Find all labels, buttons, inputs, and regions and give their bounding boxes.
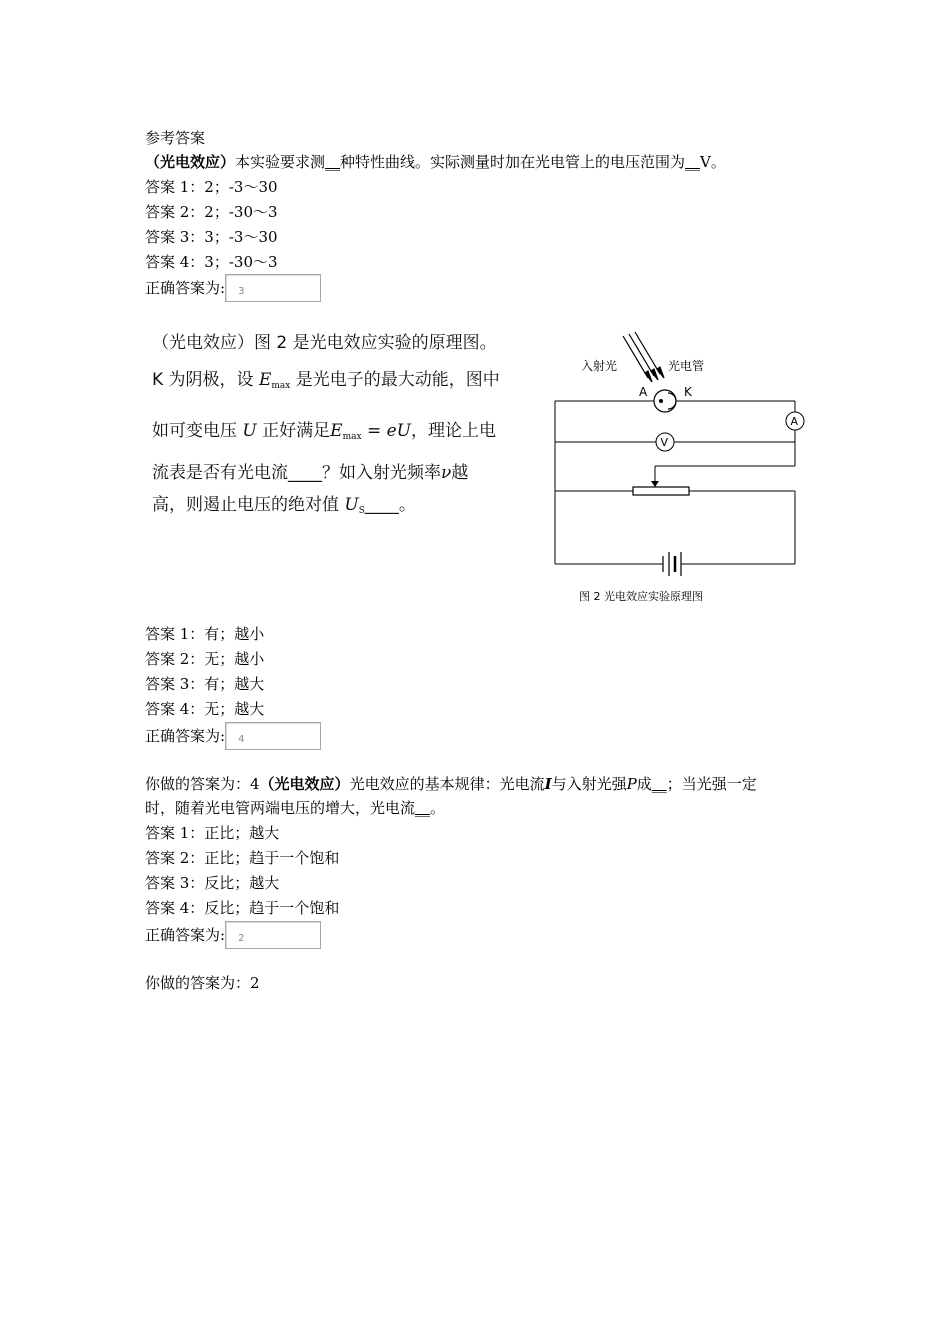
q1-correct-answer-field[interactable]: [225, 274, 321, 302]
q3-text-a: 光电效应的基本规律：光电流: [349, 775, 545, 793]
q2-eq-sub: max: [342, 432, 362, 442]
rheostat-symbol: [633, 481, 689, 495]
label-anode: A: [639, 385, 648, 399]
q2-line-4-b: 越: [451, 463, 469, 483]
light-rays: [623, 332, 664, 382]
q1-correct-row: [145, 274, 321, 302]
q2-u-var: U: [242, 421, 257, 441]
q2-nu: ν: [441, 463, 452, 483]
q3-correct-label: 正确答案为:: [145, 926, 226, 944]
q3-var-p: P: [626, 775, 637, 793]
circuit-wires: [555, 401, 795, 564]
q2-line-3-c: ，理论上电: [411, 421, 496, 441]
q2-us-sub: S: [358, 506, 365, 516]
q2-line-5: [152, 495, 416, 521]
q3-option-4: 答案 4：反比；趋于一个饱和: [145, 899, 340, 917]
q1-option-4: 答案 4：3；-30～3: [145, 253, 278, 271]
q1-text-a: 本实验要求测: [235, 153, 326, 171]
q1-text-c: V。: [700, 153, 726, 171]
q2-line-5-a: 高，则遏止电压的绝对值: [152, 495, 339, 515]
q1-blank-1: __: [325, 153, 341, 171]
q3-stem-line-2: [145, 798, 445, 818]
q1-stem: [145, 152, 726, 172]
phototube-symbol: [654, 390, 676, 412]
q3-correct-value: 2: [238, 933, 245, 944]
q3-option-2: 答案 2：正比；趋于一个饱和: [145, 849, 340, 867]
q1-blank-2: __: [685, 153, 701, 171]
q3-prefix: 你做的答案为：4: [145, 775, 260, 793]
voltmeter-label: V: [660, 436, 669, 449]
q3-option-1: 答案 1：正比；越大: [145, 824, 280, 842]
q2-eq-e: E: [330, 421, 343, 441]
q2-emax-var: [259, 370, 290, 390]
q2-line-4-a: 流表是否有光电流____？如入射光频率: [152, 463, 441, 483]
your-answer-final: 你做的答案为：2: [145, 974, 260, 992]
q2-line-2: [152, 370, 500, 396]
q3-blank-1: __: [651, 775, 667, 793]
q2-correct-row: [145, 722, 321, 750]
label-incident-light: 入射光: [581, 359, 618, 373]
q3-stem-line-1: [145, 774, 757, 794]
q2-us-letter: U: [344, 495, 359, 515]
q3-correct-row: [145, 921, 321, 949]
q2-line-1: [152, 333, 497, 353]
q3-text-c: 成: [636, 775, 652, 793]
q1-option-3: 答案 3：3；-3～30: [145, 228, 278, 246]
q2-line-3-a: 如可变电压: [152, 421, 237, 441]
ammeter-label: A: [790, 415, 799, 428]
q3-correct-answer-field[interactable]: [225, 921, 321, 949]
q2-line-2-a: K 为阴极，设: [152, 370, 254, 390]
q3-var-i: I: [544, 775, 552, 793]
q3-text-d: ；当光强一定: [666, 775, 757, 793]
q2-correct-value: 4: [238, 734, 245, 745]
q3-text-b: 与入射光强: [551, 775, 627, 793]
label-phototube: 光电管: [668, 359, 705, 373]
figure-caption: 图 2 光电效应实验原理图: [579, 590, 703, 603]
q2-emax-letter: E: [258, 370, 272, 390]
q2-option-2: 答案 2：无；越小: [145, 650, 265, 668]
q3-option-3: 答案 3：反比；越大: [145, 874, 280, 892]
section-heading: 参考答案: [145, 129, 206, 147]
q2-line-2-b: 是光电子的最大动能，图中: [295, 370, 500, 390]
q2-line-4: [152, 463, 468, 483]
q1-text-b: 种特性曲线。实际测量时加在光电管上的电压范围为: [340, 153, 686, 171]
label-cathode: K: [684, 385, 692, 399]
battery-symbol: [663, 552, 681, 576]
q2-eq: [330, 421, 411, 441]
q2-line-5-b: ____。: [364, 495, 416, 515]
q2-option-1: 答案 1：有；越小: [145, 625, 265, 643]
q3-line2-b: 。: [430, 799, 446, 817]
q1-option-1: 答案 1：2；-3～30: [145, 178, 278, 196]
photoelectric-circuit-diagram: [545, 330, 815, 610]
q2-eq-rhs: = eU: [366, 421, 411, 441]
q2-line-1-text: （光电效应）图 2 是光电效应实验的原理图。: [152, 333, 497, 353]
q1-option-2: 答案 2：2；-30～3: [145, 203, 278, 221]
q1-tag: （光电效应）: [145, 153, 236, 171]
q2-option-3: 答案 3：有；越大: [145, 675, 265, 693]
q2-line-3: [152, 421, 496, 447]
q2-correct-label: 正确答案为:: [145, 727, 226, 745]
q3-line2-a: 时，随着光电管两端电压的增大，光电流: [145, 799, 416, 817]
q2-us-var: [344, 495, 365, 515]
q1-correct-label: 正确答案为:: [145, 279, 226, 297]
q1-correct-value: 3: [238, 286, 245, 297]
q2-correct-answer-field[interactable]: [225, 722, 321, 750]
q2-line-3-b: 正好满足: [262, 421, 331, 441]
q3-blank-2: __: [415, 799, 431, 817]
q2-emax-sub: max: [271, 381, 291, 391]
q3-tag: （光电效应）: [259, 775, 350, 793]
q2-option-4: 答案 4：无；越大: [145, 700, 265, 718]
